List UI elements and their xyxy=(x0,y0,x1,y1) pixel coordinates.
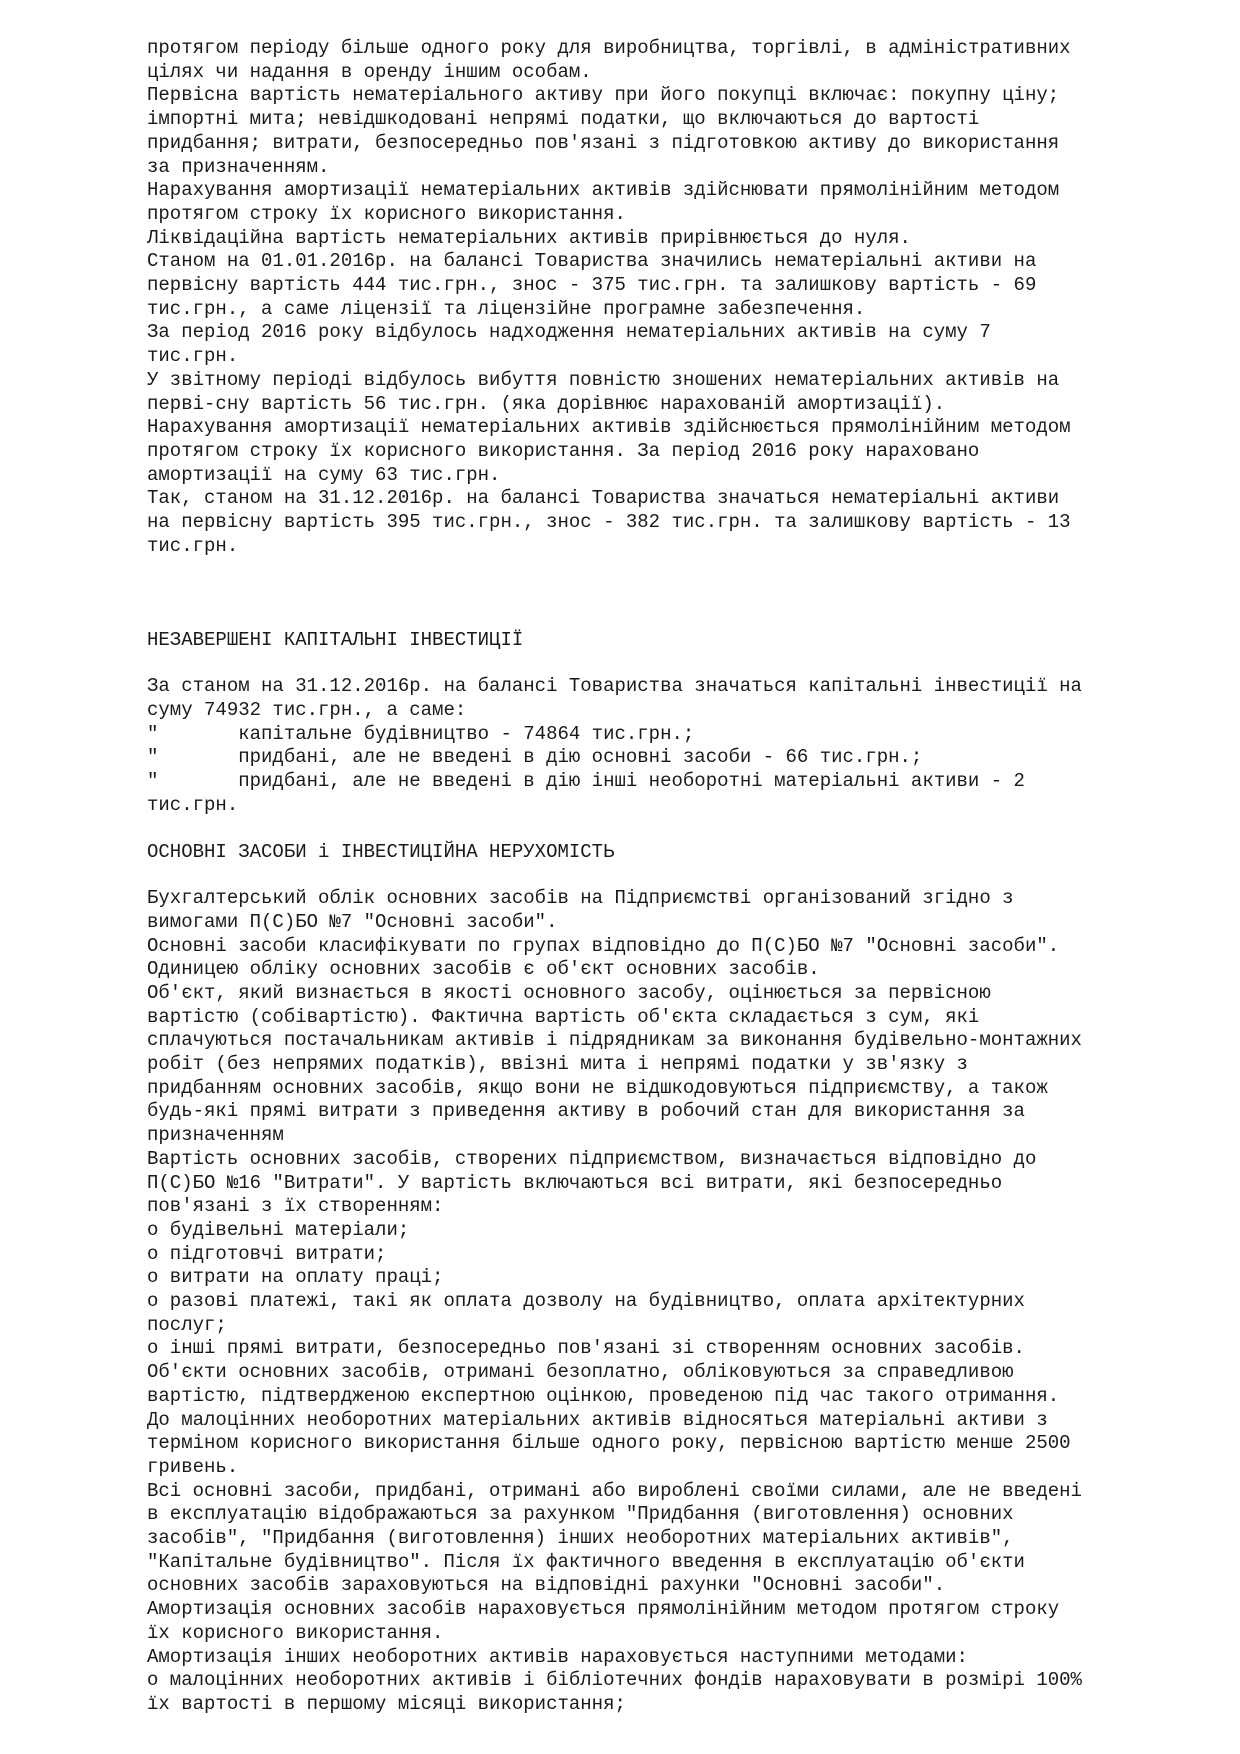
text-line: будь-які прямі витрати з приведення активу в робочий стан для використання за xyxy=(147,1100,1025,1123)
text-line: імпортні мита; невідшкодовані непрямі податки, що включаються до вартості xyxy=(147,108,980,131)
text-line: в експлуатацію відображаються за рахунком "Придбання (виготовлення) основних xyxy=(147,1503,1014,1526)
text-line: їх вартості в першому місяці використання; xyxy=(147,1693,626,1715)
text-line: За період 2016 року відбулось надходження нематеріальних активів на суму 7 xyxy=(147,321,991,344)
text-line: У звітному періоді відбулось вибуття повністю зношених нематеріальних активів на xyxy=(147,368,1060,391)
text-line: Нарахування амортизації нематеріальних активів здійснювати прямолінійним методом xyxy=(147,179,1060,202)
capital-investments-heading: НЕЗАВЕРШЕНІ КАПІТАЛЬНІ ІНВЕСТИЦІЇ xyxy=(147,629,524,652)
text-line: o разові платежі, такі як оплата дозволу на будівництво, оплата архітектурних xyxy=(147,1290,1025,1313)
text-line: цілях чи надання в оренду іншим особам. xyxy=(147,60,592,83)
text-line: Об'єкт, який визнається в якості основного засобу, оцінюється за первісною xyxy=(147,981,991,1004)
text-line: суму 74932 тис.грн., а саме: xyxy=(147,698,467,721)
text-line: сплачуються постачальникам активів і підрядникам за виконання будівельно-монтажних xyxy=(147,1029,1082,1052)
text-line: Нарахування амортизації нематеріальних активів здійснюється прямолінійним методом xyxy=(147,416,1071,439)
text-line: протягом строку їх корисного використання. За період 2016 року нараховано xyxy=(147,439,980,462)
text-line: Бухгалтерський облік основних засобів на Підприємстві організований згідно з xyxy=(147,887,1014,910)
text-line: Основні засоби класифікувати по групах відповідно до П(С)БО №7 "Основні засоби". xyxy=(147,934,1060,957)
text-line: Амортизація основних засобів нараховується прямолінійним методом протягом строку xyxy=(147,1598,1060,1621)
text-line: тис.грн. xyxy=(147,345,239,368)
text-line: Ліквідаційна вартість нематеріальних активів прирівнюється до нуля. xyxy=(147,226,911,249)
text-line: на первісну вартість 395 тис.грн., знос - 382 тис.грн. та залишкову вартість - 13 xyxy=(147,511,1071,534)
text-line: амортизації на суму 63 тис.грн. xyxy=(147,463,501,486)
fixed-assets-text xyxy=(147,887,1207,1717)
text-line: " капітальне будівництво - 74864 тис.грн.; xyxy=(147,722,695,745)
text-line: пов'язані з їх створенням: xyxy=(147,1195,444,1218)
text-line: Об'єкти основних засобів, отримані безоплатно, обліковуються за справедливою xyxy=(147,1361,1014,1384)
text-line: за призначенням. xyxy=(147,155,330,178)
text-line: терміном корисного використання більше одного року, первісною вартістю менше 2500 xyxy=(147,1432,1071,1455)
text-line: тис.грн., а саме ліцензії та ліцензійне програмне забезпечення. xyxy=(147,297,866,320)
text-line: придбанням основних засобів, якщо вони не відшкодовуються підприємству, а також xyxy=(147,1076,1048,1099)
text-line: вимогами П(С)БО №7 "Основні засоби". xyxy=(147,910,558,933)
text-line: первісну вартість 444 тис.грн., знос - 375 тис.грн. та залишкову вартість - 69 xyxy=(147,274,1037,297)
text-line: o малоцінних необоротних активів і бібліотечних фондів нараховувати в розмірі 100% xyxy=(147,1669,1082,1692)
text-line: їх корисного використання. xyxy=(147,1621,444,1644)
text-line: " придбані, але не введені в дію основні засоби - 66 тис.грн.; xyxy=(147,746,923,769)
text-line: Первісна вартість нематеріального активу при його покупці включає: покупну ціну; xyxy=(147,84,1060,107)
text-line: Станом на 01.01.2016р. на балансі Товариства значились нематеріальні активи на xyxy=(147,250,1037,273)
text-line: гривень. xyxy=(147,1455,239,1478)
text-line: Так, станом на 31.12.2016р. на балансі Товариства значаться нематеріальні активи xyxy=(147,487,1060,510)
intangible-assets-text xyxy=(147,37,1207,558)
text-line: основних засобів зараховуються на відповідні рахунки "Основні засоби". xyxy=(147,1574,946,1597)
text-line: o підготовчі витрати; xyxy=(147,1242,387,1265)
text-line: o інші прямі витрати, безпосередньо пов'язані зі створенням основних засобів. xyxy=(147,1337,1025,1360)
text-line: o будівельні матеріали; xyxy=(147,1218,410,1241)
text-line: протягом періоду більше одного року для виробництва, торгівлі, в адміністративних xyxy=(147,37,1071,59)
text-line: тис.грн. xyxy=(147,534,239,557)
text-line: Вартість основних засобів, створених підприємством, визначається відповідно до xyxy=(147,1147,1037,1170)
text-line: Амортизація інших необоротних активів нараховується наступними методами: xyxy=(147,1645,968,1668)
text-line: засобів", "Придбання (виготовлення) інших необоротних матеріальних активів", xyxy=(147,1527,1014,1550)
fixed-assets-heading: ОСНОВНІ ЗАСОБИ і ІНВЕСТИЦІЙНА НЕРУХОМІСТЬ xyxy=(147,841,615,864)
text-line: протягом строку їх корисного використання. xyxy=(147,202,626,225)
text-line: " придбані, але не введені в дію інші необоротні матеріальні активи - 2 xyxy=(147,769,1025,792)
text-line: П(С)БО №16 "Витрати". У вартість включаються всі витрати, які безпосередньо xyxy=(147,1171,1003,1194)
text-line: призначенням xyxy=(147,1124,284,1147)
text-line: Всі основні засоби, придбані, отримані або вироблені своїми силами, але не введені xyxy=(147,1479,1082,1502)
text-line: вартістю, підтвердженою експертною оцінкою, проведеною під час такого отримання. xyxy=(147,1384,1060,1407)
text-line: Одиницею обліку основних засобів є об'єкт основних засобів. xyxy=(147,958,820,981)
document-page xyxy=(147,37,1207,1717)
text-line: придбання; витрати, безпосередньо пов'язані з підготовкою активу до використання xyxy=(147,131,1060,154)
text-line: вартістю (собівартістю). Фактична вартість об'єкта складається з сум, які xyxy=(147,1005,980,1028)
text-line: робіт (без непрямих податків), ввізні мита і непрямі податки у зв'язку з xyxy=(147,1053,968,1076)
text-line: До малоцінних необоротних матеріальних активів відносяться матеріальні активи з xyxy=(147,1408,1048,1431)
text-line: послуг; xyxy=(147,1313,227,1336)
text-line: За станом на 31.12.2016р. на балансі Товариства значаться капітальні інвестиції на xyxy=(147,675,1082,698)
text-line: перві-сну вартість 56 тис.грн. (яка дорівнює нарахованій амортизації). xyxy=(147,392,946,415)
text-line: "Капітальне будівництво". Після їх фактичного введення в експлуатацію об'єкти xyxy=(147,1550,1025,1573)
text-line: тис.грн. xyxy=(147,793,239,816)
text-line: o витрати на оплату праці; xyxy=(147,1266,444,1289)
capital-investments-text xyxy=(147,675,1207,817)
